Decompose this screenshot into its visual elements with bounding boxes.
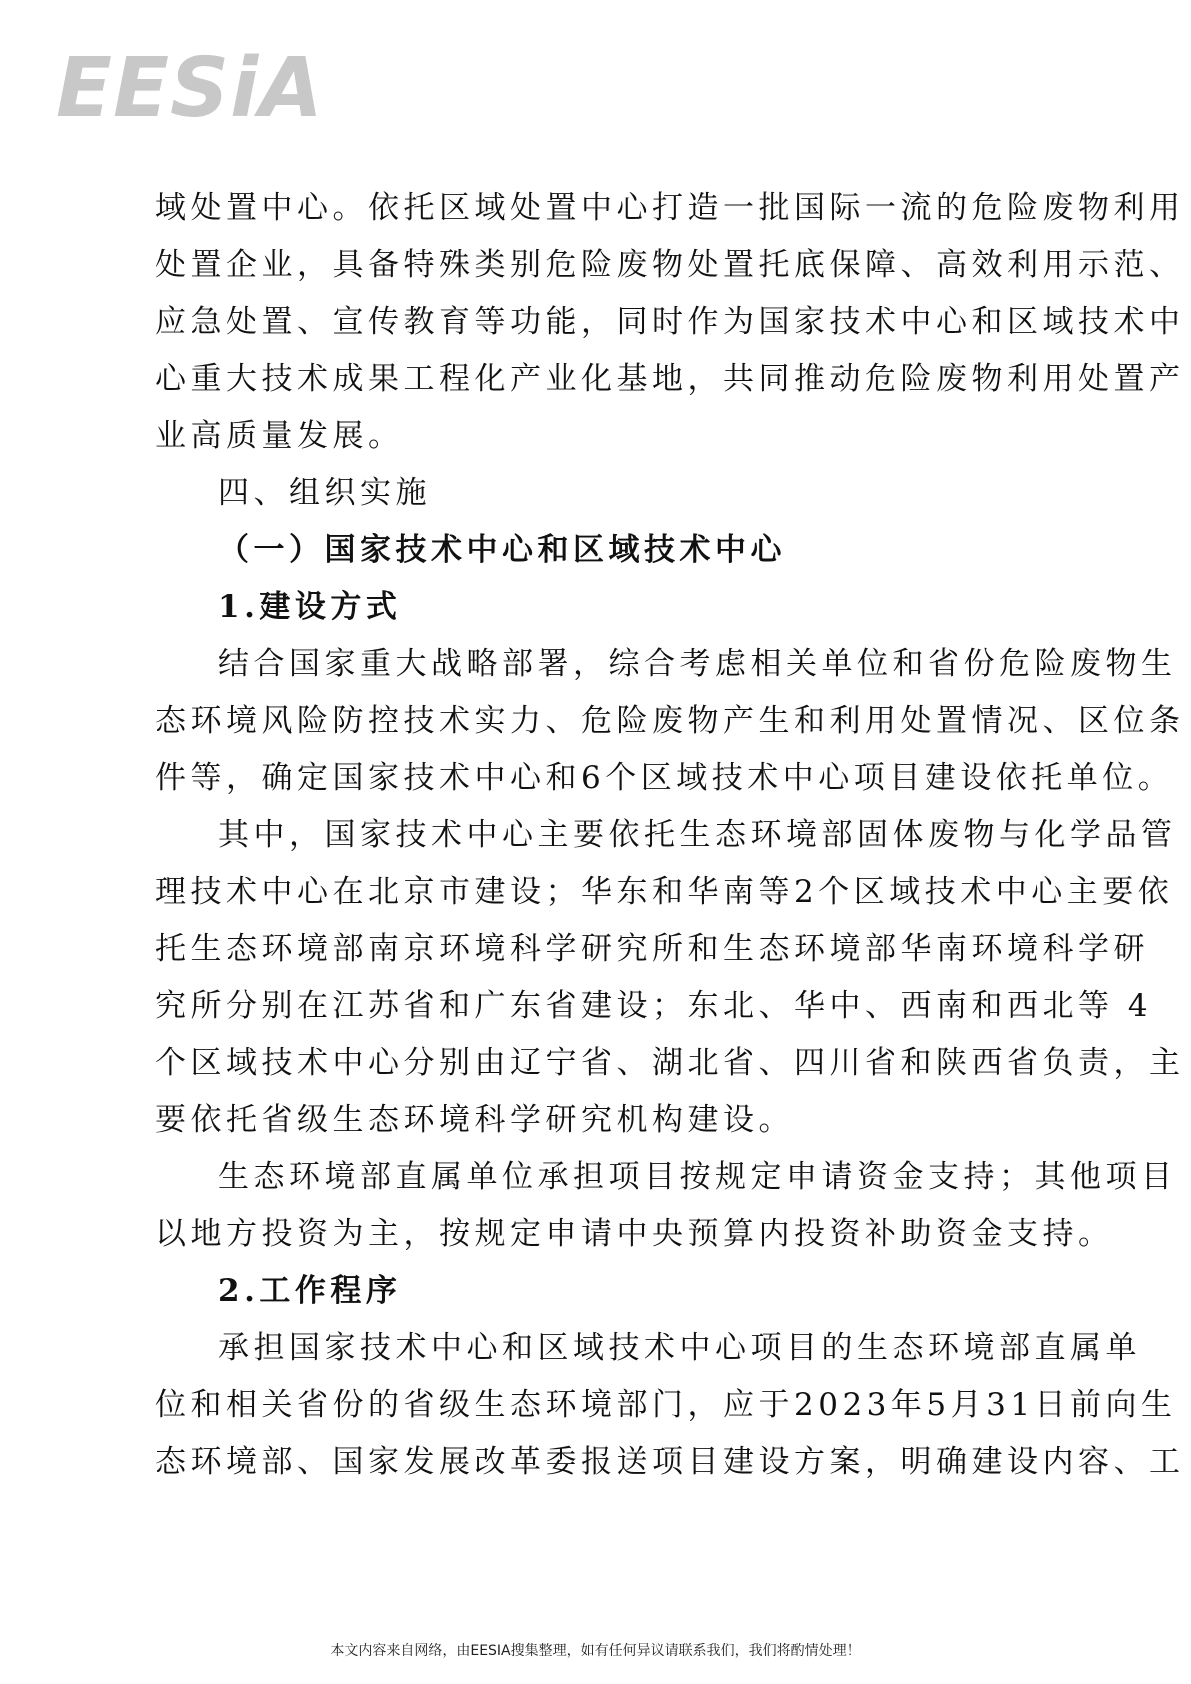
- paragraph-line: 要依托省级生态环境科学研究机构建设。: [155, 1102, 794, 1138]
- paragraph-line: 个区域技术中心分别由辽宁省、湖北省、四川省和陕西省负责，主: [155, 1045, 1185, 1081]
- paragraph-line: 以地方投资为主，按规定申请中央预算内投资补助资金支持。: [155, 1216, 1114, 1252]
- paragraph-line: 其中，国家技术中心主要依托生态环境部固体废物与化学品管: [218, 817, 1177, 853]
- paragraph-line: 心重大技术成果工程化产业化基地，共同推动危险废物利用处置产: [155, 361, 1185, 397]
- eesia-logo: EESiA: [56, 41, 324, 136]
- paragraph-line: 处置企业，具备特殊类别危险废物处置托底保障、高效利用示范、: [155, 247, 1185, 283]
- paragraph-line: 四、组织实施: [218, 475, 431, 511]
- paragraph-line: 应急处置、宣传教育等功能，同时作为国家技术中心和区域技术中: [155, 304, 1185, 340]
- paragraph-line: 域处置中心。依托区域处置中心打造一批国际一流的危险废物利用: [155, 190, 1185, 226]
- paragraph-line: 态环境部、国家发展改革委报送项目建设方案，明确建设内容、工: [155, 1444, 1185, 1480]
- paragraph-line: 结合国家重大战略部署，综合考虑相关单位和省份危险废物生: [218, 646, 1177, 682]
- paragraph-line: 生态环境部直属单位承担项目按规定申请资金支持；其他项目: [218, 1159, 1177, 1195]
- paragraph-line: 业高质量发展。: [155, 418, 404, 454]
- section-heading: 2.工作程序: [218, 1273, 402, 1309]
- section-heading: 1.建设方式: [218, 589, 402, 625]
- section-heading: （一）国家技术中心和区域技术中心: [218, 532, 786, 568]
- paragraph-line: 究所分别在江苏省和广东省建设；东北、华中、西南和西北等 4: [155, 988, 1153, 1024]
- paragraph-line: 承担国家技术中心和区域技术中心项目的生态环境部直属单: [218, 1330, 1141, 1366]
- paragraph-line: 件等，确定国家技术中心和6个区域技术中心项目建设依托单位。: [155, 760, 1174, 796]
- paragraph-line: 态环境风险防控技术实力、危险废物产生和利用处置情况、区位条: [155, 703, 1185, 739]
- document-body: [155, 180, 1185, 1491]
- paragraph-line: 位和相关省份的省级生态环境部门，应于2023年5月31日前向生: [155, 1387, 1177, 1423]
- footer-disclaimer: 本文内容来自网络，由EESIA搜集整理，如有任何异议请联系我们，我们将酌情处理！: [330, 1643, 861, 1659]
- paragraph-line: 托生态环境部南京环境科学研究所和生态环境部华南环境科学研: [155, 931, 1149, 967]
- paragraph-line: 理技术中心在北京市建设；华东和华南等2个区域技术中心主要依: [155, 874, 1174, 910]
